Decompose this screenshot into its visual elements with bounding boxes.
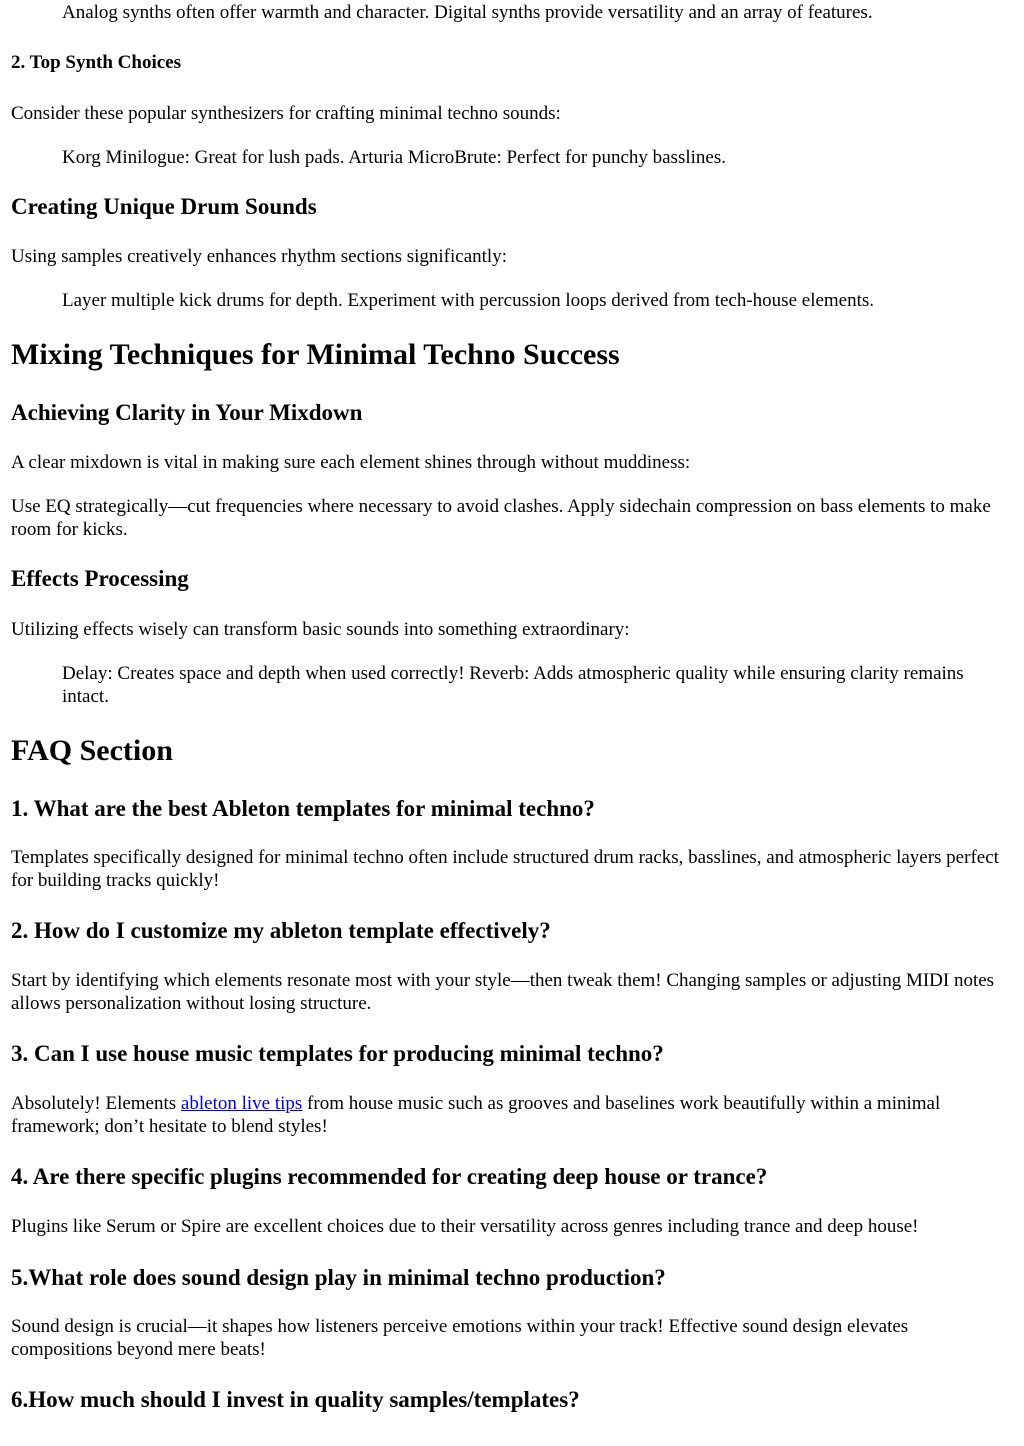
- drum-sounds-heading: Creating Unique Drum Sounds: [11, 194, 317, 219]
- ableton-live-tips-link[interactable]: ableton live tips: [180, 1093, 303, 1114]
- faq-question-5: 5.What role does sound design play in minimal techno production?: [11, 1265, 666, 1290]
- synth-intro-text: Consider these popular synthesizers for crafting minimal techno sounds:: [11, 103, 561, 124]
- effects-tips-text: Delay: Creates space and depth when used correctly! Reverb: Adds atmospheric quality while ensuring clarity remains intact.: [62, 663, 964, 707]
- mixdown-tips-text: Use EQ strategically—cut frequencies where necessary to avoid clashes. Apply sidechain compression on bass elements to make room for kicks.: [11, 496, 991, 540]
- faq-answer-2: Start by identifying which elements resonate most with your style—then tweak them! Changing samples or adjusting MIDI notes allows personalization without losing structure.: [11, 970, 995, 1014]
- faq-answer-4: Plugins like Serum or Spire are excellent choices due to their versatility across genres including trance and deep house!: [11, 1216, 919, 1237]
- faq-answer-1: Templates specifically designed for minimal techno often include structured drum racks, basslines, and atmospheric layers perfect for building tracks quickly!: [11, 847, 999, 891]
- synth-types-text: Analog synths often offer warmth and character. Digital synths provide versatility and an array of features.: [62, 2, 873, 23]
- faq-answer-3-end: from house music such as grooves and baselines work beautifully within a minimal framework; don’t hesitate to blend styles!: [11, 1093, 941, 1137]
- faq-answer-3: [11, 1092, 971, 1138]
- drum-intro-text: Using samples creatively enhances rhythm sections significantly:: [11, 246, 507, 267]
- faq-answer-5: Sound design is crucial—it shapes how listeners perceive emotions within your track! Effective sound design elevates compositions beyond mere beats!: [11, 1316, 909, 1360]
- faq-question-3: 3. Can I use house music templates for producing minimal techno?: [11, 1041, 664, 1066]
- clarity-mixdown-heading: Achieving Clarity in Your Mixdown: [11, 400, 363, 425]
- synth-list-text: Korg Minilogue: Great for lush pads. Arturia MicroBrute: Perfect for punchy basslines.: [62, 147, 726, 168]
- mixing-techniques-heading: Mixing Techniques for Minimal Techno Success: [11, 338, 620, 371]
- top-synth-choices-heading: 2. Top Synth Choices: [11, 52, 182, 73]
- faq-question-1: 1. What are the best Ableton templates for minimal techno?: [11, 796, 595, 821]
- effects-processing-heading: Effects Processing: [11, 566, 189, 591]
- faq-question-4: 4. Are there specific plugins recommended for creating deep house or trance?: [11, 1164, 768, 1189]
- faq-question-2: 2. How do I customize my ableton template effectively?: [11, 918, 551, 943]
- faq-answer-3-start: Absolutely! Elements: [11, 1093, 181, 1114]
- faq-section-heading: FAQ Section: [11, 734, 173, 767]
- effects-intro-text: Utilizing effects wisely can transform basic sounds into something extraordinary:: [11, 619, 630, 640]
- faq-question-6: 6.How much should I invest in quality samples/templates?: [11, 1387, 580, 1412]
- mixdown-intro-text: A clear mixdown is vital in making sure each element shines through without muddiness:: [11, 452, 691, 473]
- drum-tips-text: Layer multiple kick drums for depth. Experiment with percussion loops derived from tech-house elements.: [62, 290, 875, 311]
